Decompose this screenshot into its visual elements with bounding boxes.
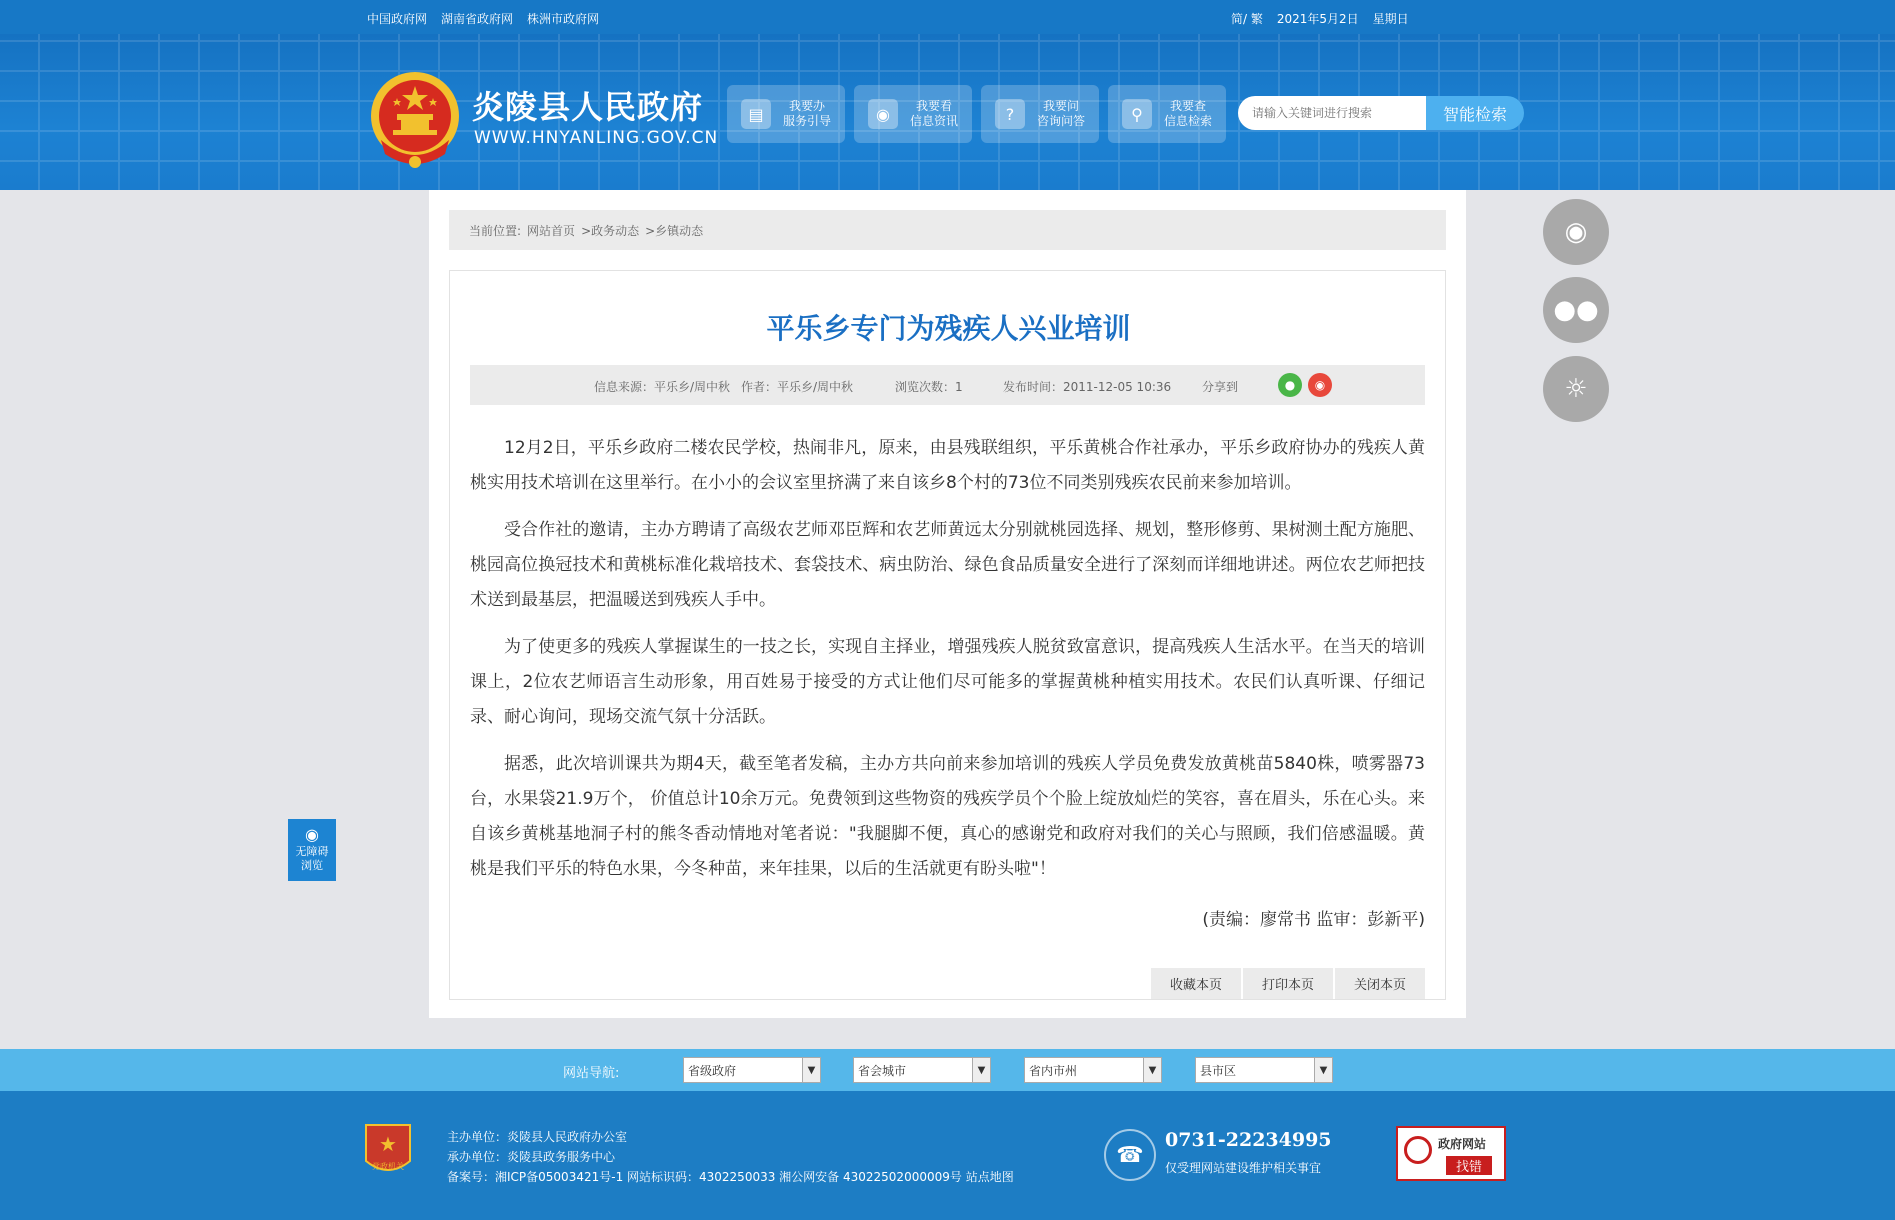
breadcrumb <box>449 210 1446 250</box>
svg-text:党政机关: 党政机关 <box>372 1162 404 1171</box>
breadcrumb-gov-news[interactable]: >政务动态 <box>581 223 640 238</box>
article-meta <box>470 365 1425 405</box>
meta-published: 发布时间：2011-12-05 10:36 <box>1003 380 1172 394</box>
quick-link-lookup[interactable] <box>1108 85 1226 143</box>
select-province-gov[interactable]: 省级政府 ▼ <box>683 1057 821 1083</box>
footer-record[interactable]: 备案号：湘ICP备05003421号-1 网站标识码：4302250033 湘公网安备 43022502000009号 站点地图 <box>447 1170 1014 1184</box>
quick-link-sub: 咨询问答 <box>1037 114 1086 128</box>
quick-link-sub: 服务引导 <box>783 114 832 128</box>
share-wechat-icon[interactable]: ● <box>1278 373 1302 397</box>
bookmark-button[interactable]: 收藏本页 <box>1151 968 1241 999</box>
quick-link-sub: 信息资讯 <box>910 114 959 128</box>
quick-link-label: 我要查 <box>1170 99 1207 113</box>
article-body <box>470 431 1425 899</box>
top-right <box>1231 10 1409 27</box>
national-emblem-icon[interactable] <box>367 70 463 170</box>
article-paragraph: 受合作社的邀请，主办方聘请了高级农艺师邓臣辉和农艺师黄远太分别就桃园选择、规划，整形修剪、果树测土配方施肥、桃园高位换冠技术和黄桃标准化栽培技术、套袋技术、病虫防治、绿色食品质量安全进行了深刻而详细地讲述。两位农艺师把技术送到最基层，把温暖送到残疾人手中。 <box>470 520 1425 610</box>
footer-host: 主办单位：炎陵县人民政府办公室 <box>447 1130 628 1144</box>
site-nav-bar <box>0 1049 1895 1091</box>
accessibility-label-1: 无障碍 <box>295 845 329 858</box>
eye-icon: ◉ <box>305 825 319 844</box>
eye-icon: ◉ <box>868 99 898 129</box>
quick-link-ask[interactable] <box>981 85 1099 143</box>
article-paragraph: 12月2日，平乐乡政府二楼农民学校，热闹非凡，原来，由县残联组织，平乐黄桃合作社承办，平乐乡政府协办的残疾人黄桃实用技术培训在这里举行。在小小的会议室里挤满了来自该乡8个村的73位不同类别残疾农民前来参加培训。 <box>470 438 1425 493</box>
search-button[interactable]: 智能检索 <box>1426 96 1524 130</box>
article-editor: (责编：廖常书 监审：彭新平) <box>1202 910 1425 930</box>
document-icon: ▤ <box>741 99 771 129</box>
phone-icon: ☎ <box>1104 1129 1156 1181</box>
float-weibo-icon[interactable]: ☼ <box>1543 356 1609 422</box>
magnifier-icon <box>1404 1136 1432 1164</box>
site-header <box>0 34 1895 190</box>
quick-link-info[interactable] <box>854 85 972 143</box>
report-error-action: 找错 <box>1446 1156 1492 1175</box>
top-bar <box>0 0 1895 34</box>
article-actions <box>1151 968 1425 999</box>
accessibility-label-2: 浏览 <box>301 859 323 872</box>
float-wechat-icon[interactable]: ●● <box>1543 277 1609 343</box>
search-input[interactable] <box>1238 96 1426 130</box>
svg-text:★: ★ <box>379 1132 397 1156</box>
footer-info <box>447 1127 1014 1187</box>
quick-link-label: 我要办 <box>789 99 826 113</box>
share-label: 分享到 <box>1202 380 1239 394</box>
article-paragraph: 据悉，此次培训课共为期4天，截至笔者发稿，主办方共向前来参加培训的残疾人学员免费发放黄桃苗5840株，喷雾器73台，水果袋21.9万个， 价值总计10余万元。免费领到这些物资的残疾学员个个脸上绽放灿烂的笑容，喜在眉头，乐在心头。来自该乡黄桃基地洞子村的熊冬香动情地对笔者说："我腿脚不便，真心的感谢党和政府对我们的关心与照顾，我们倍感温暖。黄桃是我们平乐的特色水果，今冬种苗，来年挂果，以后的生活就更有盼头啦"！ <box>470 754 1425 879</box>
chevron-down-icon: ▼ <box>1143 1058 1161 1082</box>
meta-source: 信息来源：平乐乡/周中秋 <box>594 380 731 394</box>
quick-link-sub: 信息检索 <box>1164 114 1213 128</box>
link-zhuzhou-gov[interactable]: 株洲市政府网 <box>527 12 600 26</box>
select-prefecture[interactable]: 省内市州 ▼ <box>1024 1057 1162 1083</box>
quick-link-services[interactable] <box>727 85 845 143</box>
print-button[interactable]: 打印本页 <box>1243 968 1333 999</box>
current-date: 2021年5月2日 <box>1276 12 1359 26</box>
breadcrumb-town-news[interactable]: >乡镇动态 <box>645 223 704 238</box>
site-name[interactable]: 炎陵县人民政府 <box>472 88 704 126</box>
site-domain: WWW.HNYANLING.GOV.CN <box>474 128 719 148</box>
chevron-down-icon: ▼ <box>972 1058 990 1082</box>
main-content <box>429 190 1466 1018</box>
footer <box>0 1091 1895 1220</box>
meta-views: 浏览次数：1 <box>895 380 963 394</box>
chevron-down-icon: ▼ <box>802 1058 820 1082</box>
float-eye-icon[interactable]: ◉ <box>1543 199 1609 265</box>
party-gov-logo[interactable] <box>362 1121 414 1181</box>
contact-phone: 0731-22234995 <box>1165 1129 1332 1151</box>
breadcrumb-home[interactable]: 网站首页 <box>527 223 576 238</box>
top-links <box>367 10 599 27</box>
meta-author: 作者：平乐乡/周中秋 <box>741 380 854 394</box>
report-error-badge[interactable] <box>1396 1126 1506 1181</box>
accessibility-button[interactable] <box>288 819 336 881</box>
quick-link-label: 我要问 <box>1043 99 1080 113</box>
question-icon: ? <box>995 99 1025 129</box>
search-icon: ⚲ <box>1122 99 1152 129</box>
footer-organizer: 承办单位：炎陵县政务服务中心 <box>447 1150 616 1164</box>
article <box>449 270 1446 1000</box>
article-title: 平乐乡专门为残疾人兴业培训 <box>766 312 1131 345</box>
link-hunan-gov[interactable]: 湖南省政府网 <box>441 12 514 26</box>
breadcrumb-prefix: 当前位置: <box>469 223 522 238</box>
report-error-label: 政府网站 <box>1438 1137 1487 1151</box>
link-gov-cn[interactable]: 中国政府网 <box>367 12 428 26</box>
contact-phone-note: 仅受理网站建设维护相关事宜 <box>1165 1161 1322 1175</box>
select-capital-city[interactable]: 省会城市 ▼ <box>853 1057 991 1083</box>
article-paragraph: 为了使更多的残疾人掌握谋生的一技之长，实现自主择业，增强残疾人脱贫致富意识，提高残疾人生活水平。在当天的培训课上，2位农艺师语言生动形象，用百姓易于接受的方式让他们尽可能多的掌握黄桃种植实用技术。农民们认真听课、仔细记录、耐心询问，现场交流气氛十分活跃。 <box>470 637 1425 727</box>
close-page-button[interactable]: 关闭本页 <box>1335 968 1425 999</box>
select-county[interactable]: 县市区 ▼ <box>1195 1057 1333 1083</box>
site-nav-label: 网站导航: <box>563 1066 620 1081</box>
chevron-down-icon: ▼ <box>1314 1058 1332 1082</box>
lang-switch[interactable]: 简/ 繁 <box>1231 12 1263 26</box>
share-weibo-icon[interactable]: ◉ <box>1308 373 1332 397</box>
quick-link-label: 我要看 <box>916 99 953 113</box>
current-weekday: 星期日 <box>1372 12 1409 26</box>
